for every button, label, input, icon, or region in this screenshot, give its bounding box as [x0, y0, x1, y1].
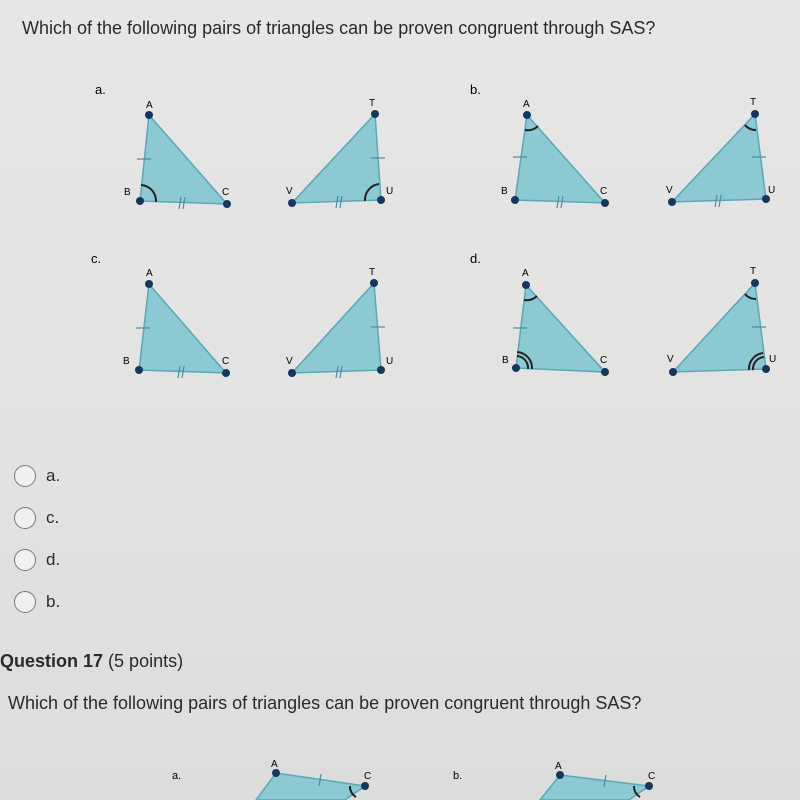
option-b[interactable] [14, 581, 60, 623]
panel-label-a: a. [172, 770, 182, 782]
radio-button[interactable] [14, 591, 36, 613]
vertex-label-c: C [222, 356, 230, 367]
triangle-abc-c [139, 284, 226, 373]
vertex-label-a: A [523, 99, 530, 110]
vertex-label-a: A [146, 268, 153, 279]
vertex-label-b: B [123, 356, 130, 367]
question-17-header [0, 651, 183, 672]
triangle-tvu-c [292, 283, 381, 373]
vertex-label-c: C [600, 186, 608, 197]
vertex-label-b: B [502, 355, 509, 366]
panel-d [470, 251, 776, 376]
panel-label-b: b. [453, 770, 463, 782]
question-17-figure [0, 740, 800, 800]
option-label: d. [46, 550, 61, 569]
vertex-label-b: B [501, 186, 508, 197]
radio-button[interactable] [14, 507, 36, 529]
option-label: b. [46, 592, 61, 611]
question-17-title: Question 17 [0, 651, 104, 671]
vertex-label-a: A [146, 100, 153, 111]
option-a[interactable] [14, 455, 60, 497]
vertex-label-a: A [522, 268, 529, 279]
vertex-label-t: T [750, 97, 757, 108]
vertex-label-v: V [286, 356, 293, 367]
vertex-label-u: U [386, 186, 394, 197]
panel-b [470, 82, 775, 208]
panel-label-d: d. [470, 251, 481, 266]
vertex-label-c: C [222, 187, 230, 198]
vertex-label-t: T [369, 98, 376, 109]
question-17-prompt: Which of the following pairs of triangles can be proven congruent through SAS? [8, 693, 642, 713]
panel-label-c: c. [91, 251, 102, 266]
vertex-label-t: T [369, 267, 376, 278]
triangle-q17-b [540, 775, 649, 800]
panel-label-a: a. [95, 82, 106, 97]
vertex-label-t: T [750, 266, 757, 277]
question-17-points: (5 points) [108, 651, 184, 671]
vertex-label-a: A [555, 761, 562, 772]
vertex-label-b: B [124, 187, 131, 198]
radio-button[interactable] [14, 465, 36, 487]
option-d[interactable] [14, 539, 60, 581]
vertex-label-v: V [667, 354, 674, 365]
triangle-tvu-b [672, 114, 766, 202]
vertex-label-v: V [286, 186, 293, 197]
option-c[interactable] [14, 497, 60, 539]
panel-label-b: b. [470, 82, 481, 97]
vertex-label-u: U [769, 354, 777, 365]
panel-a [95, 82, 393, 209]
vertex-label-u: U [768, 185, 776, 196]
radio-button[interactable] [14, 549, 36, 571]
vertex-label-c: C [648, 771, 656, 782]
triangle-abc-b [515, 115, 608, 203]
triangle-q17-a [256, 773, 365, 800]
answer-options [14, 455, 60, 623]
vertex-label-v: V [666, 185, 673, 196]
option-label: a. [46, 466, 61, 485]
option-label: c. [46, 508, 60, 527]
vertex-label-u: U [386, 356, 394, 367]
vertex-label-c: C [600, 355, 608, 366]
vertex-label-a: A [271, 759, 278, 770]
vertex-label-c: C [364, 771, 372, 782]
panel-c [91, 251, 393, 378]
question-16-prompt: Which of the following pairs of triangles can be proven congruent through SAS? [22, 18, 656, 38]
